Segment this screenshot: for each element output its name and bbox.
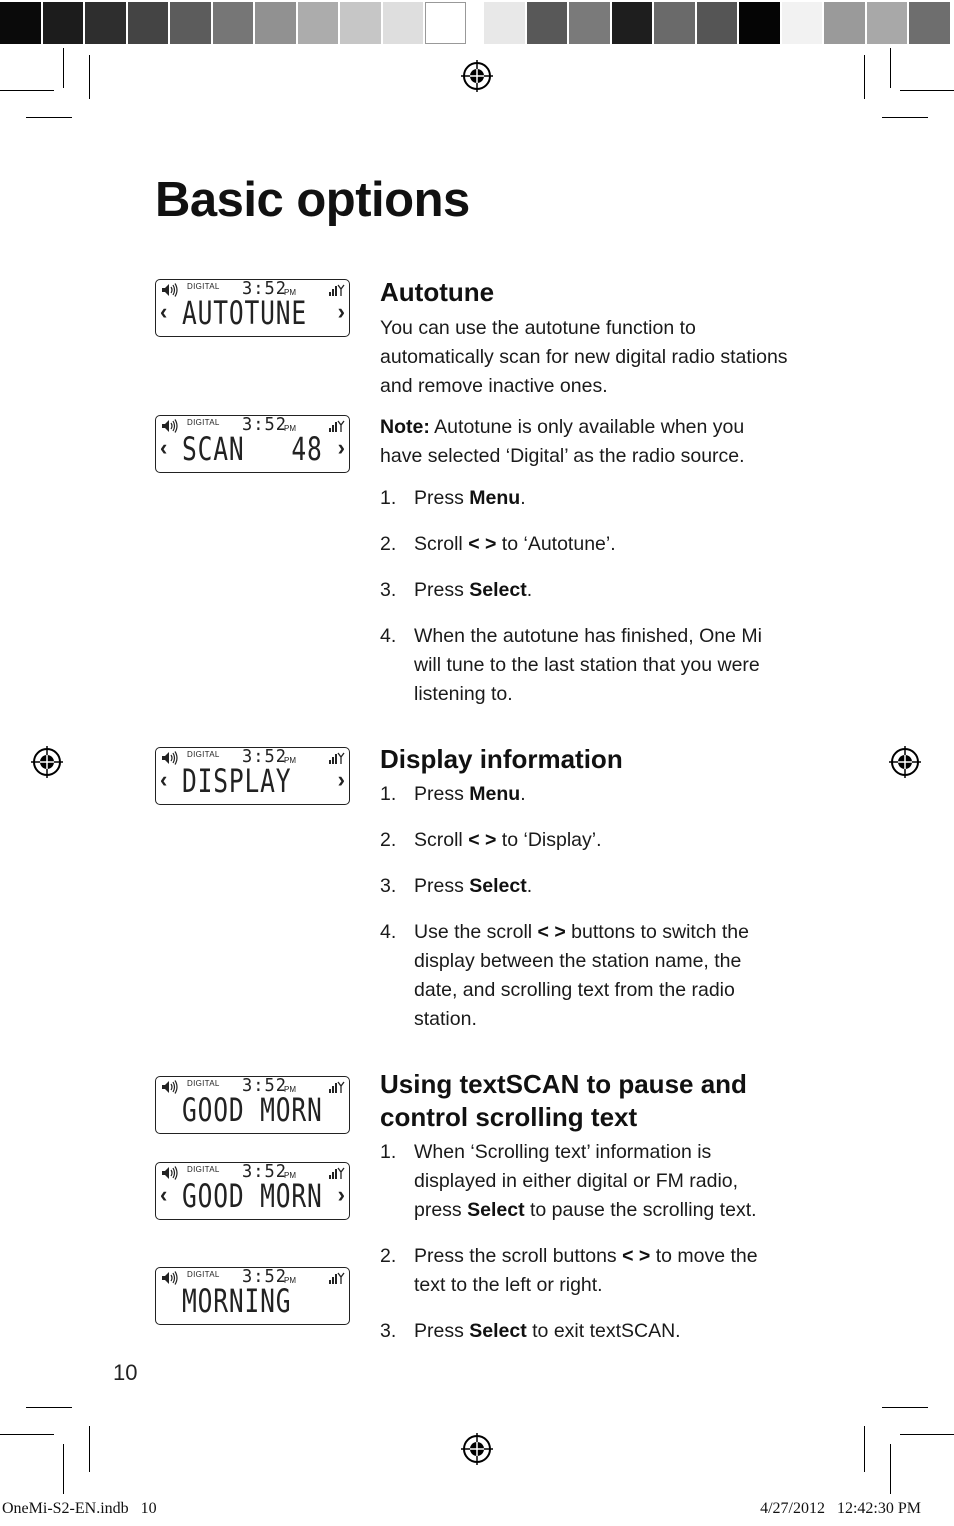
chevron-left-icon: ‹ xyxy=(160,1182,168,1207)
lcd-digital-label: DIGITAL xyxy=(187,750,220,759)
crop-mark xyxy=(882,117,928,118)
signal-strength-icon xyxy=(329,419,345,431)
lcd-pm-label: PM xyxy=(284,288,296,297)
crop-mark xyxy=(0,1434,54,1435)
step-text: Press Select. xyxy=(414,875,533,897)
page-title: Basic options xyxy=(155,173,470,227)
lcd-clock: 3:52 xyxy=(242,1266,287,1288)
crop-mark xyxy=(890,1444,891,1494)
note-text: Autotune is only available when you have selected ‘Digital’ as the radio source. xyxy=(380,416,745,467)
step-text: Press Select. xyxy=(414,579,533,601)
step-number: 3. xyxy=(380,1320,397,1342)
lcd-digital-label: DIGITAL xyxy=(187,1165,220,1174)
print-slug-file: OneMi-S2-EN.indb 10 xyxy=(2,1500,157,1517)
step-text: Press Menu. xyxy=(414,487,526,509)
chevron-left-icon: ‹ xyxy=(160,767,168,792)
calibration-swatch xyxy=(527,2,570,44)
lcd-screen-good-morn-arrows xyxy=(155,1162,350,1220)
step-text: Scroll < > to ‘Display’. xyxy=(414,829,602,851)
lcd-digital-label: DIGITAL xyxy=(187,418,220,427)
lcd-clock: 3:52 xyxy=(242,746,287,768)
calibration-swatch xyxy=(867,2,910,44)
calibration-swatch xyxy=(654,2,697,44)
step-keyword: Menu xyxy=(469,783,521,805)
step-number: 3. xyxy=(380,875,397,897)
registration-mark-icon xyxy=(461,1433,493,1465)
calibration-swatch xyxy=(128,2,171,44)
speaker-icon xyxy=(161,1271,179,1285)
crop-mark xyxy=(882,1407,928,1408)
lcd-pm-label: PM xyxy=(284,1085,296,1094)
lcd-pm-label: PM xyxy=(284,424,296,433)
calibration-swatch xyxy=(213,2,256,44)
signal-strength-icon xyxy=(329,1271,345,1283)
step-text: Use the scroll < > buttons to switch the display between the station name, the date, and scrolling text from the radio station. xyxy=(414,921,749,1030)
step-keyword: Select xyxy=(467,1199,525,1221)
step-keyword: Select xyxy=(469,579,527,601)
lcd-screen-display xyxy=(155,747,350,805)
calibration-swatch xyxy=(569,2,612,44)
display-step xyxy=(380,780,790,809)
chevron-right-icon: › xyxy=(337,435,345,460)
lcd-pm-label: PM xyxy=(284,756,296,765)
registration-mark-icon xyxy=(31,746,63,778)
lcd-clock: 3:52 xyxy=(242,1161,287,1183)
calibration-swatch xyxy=(0,2,43,44)
speaker-icon xyxy=(161,283,179,297)
crop-mark xyxy=(26,117,72,118)
chevron-right-icon: › xyxy=(337,1182,345,1207)
registration-mark-icon xyxy=(461,60,493,92)
lcd-screen-scan xyxy=(155,415,350,473)
lcd-main-text: SCAN 48 xyxy=(182,431,323,469)
calibration-swatch xyxy=(484,2,527,44)
lcd-main-text: MORNING xyxy=(182,1283,292,1321)
speaker-icon xyxy=(161,1080,179,1094)
speaker-icon xyxy=(161,751,179,765)
registration-mark-icon xyxy=(889,746,921,778)
calibration-swatch xyxy=(909,2,952,44)
step-keyword: < > xyxy=(537,921,566,943)
crop-mark xyxy=(89,1426,90,1472)
section-heading-autotune: Autotune xyxy=(380,277,495,307)
crop-mark xyxy=(26,1407,72,1408)
step-text: Press Menu. xyxy=(414,783,526,805)
lcd-screen-good-morn xyxy=(155,1076,350,1134)
print-slug-timestamp: 4/27/2012 12:42:30 PM xyxy=(760,1500,921,1517)
step-number: 1. xyxy=(380,487,397,509)
calibration-bar-right xyxy=(484,0,952,46)
display-step xyxy=(380,918,790,1034)
section-heading-display: Display information xyxy=(380,744,623,774)
step-keyword: Select xyxy=(469,1320,527,1342)
calibration-swatch xyxy=(425,2,468,44)
chevron-right-icon: › xyxy=(337,299,345,324)
lcd-main-text: AUTOTUNE xyxy=(182,295,308,333)
step-number: 4. xyxy=(380,921,397,943)
textscan-step xyxy=(380,1242,790,1300)
autotune-note xyxy=(380,413,790,471)
lcd-main-text: GOOD MORN xyxy=(182,1178,323,1216)
chevron-left-icon: ‹ xyxy=(160,435,168,460)
step-number: 2. xyxy=(380,1245,397,1267)
signal-strength-icon xyxy=(329,751,345,763)
step-text: When the autotune has finished, One Mi will tune to the last station that you were listening to. xyxy=(414,625,762,705)
lcd-digital-label: DIGITAL xyxy=(187,282,220,291)
speaker-icon xyxy=(161,419,179,433)
signal-strength-icon xyxy=(329,1080,345,1092)
page-number: 10 xyxy=(113,1360,138,1385)
autotune-step xyxy=(380,622,790,709)
calibration-swatch xyxy=(697,2,740,44)
note-label: Note: xyxy=(380,416,430,438)
autotune-step xyxy=(380,530,790,559)
calibration-swatch xyxy=(612,2,655,44)
lcd-pm-label: PM xyxy=(284,1171,296,1180)
lcd-digital-label: DIGITAL xyxy=(187,1270,220,1279)
step-number: 1. xyxy=(380,1141,397,1163)
step-number: 2. xyxy=(380,829,397,851)
crop-mark xyxy=(89,55,90,99)
step-number: 2. xyxy=(380,533,397,555)
crop-mark xyxy=(900,1434,954,1435)
calibration-swatch xyxy=(255,2,298,44)
crop-mark xyxy=(63,48,64,88)
step-number: 4. xyxy=(380,625,397,647)
step-keyword: < > xyxy=(622,1245,651,1267)
step-keyword: < > xyxy=(468,533,497,555)
crop-mark xyxy=(864,55,865,99)
crop-mark xyxy=(0,90,54,91)
lcd-digital-label: DIGITAL xyxy=(187,1079,220,1088)
lcd-screen-morning xyxy=(155,1267,350,1325)
autotune-intro: You can use the autotune function to automatically scan for new digital radio stations and remove inactive ones. xyxy=(380,317,788,397)
calibration-bar-left xyxy=(0,0,468,46)
lcd-main-text: DISPLAY xyxy=(182,763,292,801)
calibration-swatch xyxy=(170,2,213,44)
autotune-step xyxy=(380,576,790,605)
calibration-swatch xyxy=(298,2,341,44)
calibration-swatch xyxy=(782,2,825,44)
lcd-clock: 3:52 xyxy=(242,414,287,436)
step-keyword: Menu xyxy=(469,487,521,509)
step-keyword: Select xyxy=(469,875,527,897)
lcd-screen-autotune xyxy=(155,279,350,337)
signal-strength-icon xyxy=(329,283,345,295)
step-text: When ‘Scrolling text’ information is displayed in either digital or FM radio, press Select to pause the scrolling text. xyxy=(414,1141,757,1221)
calibration-swatch xyxy=(383,2,426,44)
calibration-swatch xyxy=(824,2,867,44)
chevron-left-icon: ‹ xyxy=(160,299,168,324)
crop-mark xyxy=(900,90,954,91)
step-keyword: < > xyxy=(468,829,497,851)
display-step xyxy=(380,826,790,855)
calibration-swatch xyxy=(340,2,383,44)
crop-mark xyxy=(864,1426,865,1472)
display-step xyxy=(380,872,790,901)
step-number: 3. xyxy=(380,579,397,601)
textscan-step xyxy=(380,1138,790,1225)
calibration-swatch xyxy=(85,2,128,44)
lcd-clock: 3:52 xyxy=(242,1075,287,1097)
autotune-step xyxy=(380,484,790,513)
signal-strength-icon xyxy=(329,1166,345,1178)
lcd-clock: 3:52 xyxy=(242,278,287,300)
lcd-pm-label: PM xyxy=(284,1276,296,1285)
step-text: Press the scroll buttons < > to move the text to the left or right. xyxy=(414,1245,758,1296)
step-text: Press Select to exit textSCAN. xyxy=(414,1320,681,1342)
textscan-step xyxy=(380,1317,790,1346)
step-number: 1. xyxy=(380,783,397,805)
calibration-swatch xyxy=(43,2,86,44)
step-text: Scroll < > to ‘Autotune’. xyxy=(414,533,616,555)
lcd-main-text: GOOD MORN xyxy=(182,1092,323,1130)
chevron-right-icon: › xyxy=(337,767,345,792)
speaker-icon xyxy=(161,1166,179,1180)
crop-mark xyxy=(63,1444,64,1494)
calibration-swatch xyxy=(739,2,782,44)
section-heading-textscan: Using textSCAN to pause and control scrolling text xyxy=(380,1069,747,1132)
crop-mark xyxy=(890,48,891,88)
